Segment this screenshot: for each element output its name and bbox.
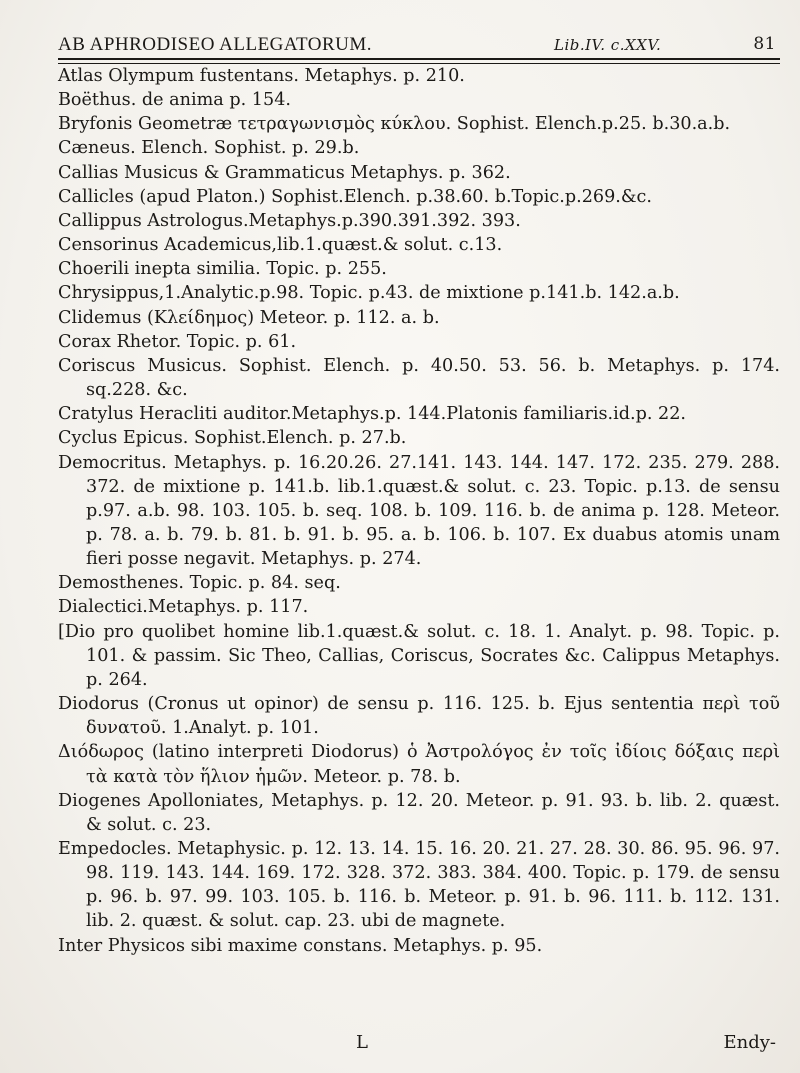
header-rule xyxy=(58,58,780,60)
index-entry: Coriscus Musicus. Sophist. Elench. p. 40.50. 53. 56. b. Metaphys. p. 174. sq.228. &c. xyxy=(58,355,780,401)
index-entry: Demosthenes. Topic. p. 84. seq. xyxy=(58,573,341,594)
index-entry: Dialectici.Metaphys. p. 117. xyxy=(58,597,309,618)
index-entry: [Dio pro quolibet homine lib.1.quæst.& solut. c. 18. 1. Analyt. p. 98. Topic. p. 101. & passim. Sic Theo, Callias, Coriscus, Socrates &c. Calippus Metaphys. p. 264. xyxy=(58,621,780,690)
index-entry: Bryfonis Geometræ τετραγωνισμὸς κύκλου. Sophist. Elench.p.25. b.30.a.b. xyxy=(58,114,731,135)
running-head-book-chapter: Lib.IV. c.XXV. xyxy=(554,36,662,54)
index-entry: Censorinus Academicus,lib.1.quæst.& solut. c.13. xyxy=(58,235,503,256)
index-entry: Diodorus (Cronus ut opinor) de sensu p. 116. 125. b. Ejus sententia περὶ τοῦ δυνατοῦ. 1.Analyt. p. 101. xyxy=(58,694,780,739)
index-entry: Diogenes Apolloniates, Metaphys. p. 12. 20. Meteor. p. 91. 93. b. lib. 2. quæst. & solut. c. 23. xyxy=(58,790,780,835)
index-entry: Διόδωρος (latino interpreti Diodorus) ὁ Ἀστρολόγος ἐν τοῖς ἰδίοις δόξαις περὶ τὰ κατὰ τὸν ἥλιον ἡμῶν. Meteor. p. 78. b. xyxy=(58,742,780,787)
index-entry: Corax Rhetor. Topic. p. 61. xyxy=(58,331,297,352)
page-footer xyxy=(58,1032,780,1058)
index-entry: Cyclus Epicus. Sophist.Elench. p. 27.b. xyxy=(58,428,407,449)
running-head xyxy=(58,30,778,56)
index-entry: Atlas Olympum fustentans. Metaphys. p. 210. xyxy=(58,66,465,86)
index-entry: Inter Physicos sibi maxime constans. Metaphys. p. 95. xyxy=(58,935,543,956)
index-entry: Democritus. Metaphys. p. 16.20.26. 27.141. 143. 144. 147. 172. 235. 279. 288. 372. de mixtione p. 141.b. lib.1.quæst.& solut. c. 23. Topic. p.13. de sensu p.97. a.b. 98. 103. 105. b. seq. 108. b. 109. 116. b. de anima p. 128. Meteor. p. 78. a. b. 79. b. 81. b. 91. b. 95. a. b. 106. b. 107. Ex duabus atomis unam fieri posse negavit. Metaphys. p. 274. xyxy=(58,452,780,570)
index-entry: Cratylus Heracliti auditor.Metaphys.p. 144.Platonis familiaris.id.p. 22. xyxy=(58,404,687,425)
index-entry: Chrysippus,1.Analytic.p.98. Topic. p.43. de mixtione p.141.b. 142.a.b. xyxy=(58,283,680,304)
index-entry: Cæneus. Elench. Sophist. p. 29.b. xyxy=(58,138,360,159)
index-entries xyxy=(58,64,780,958)
index-entry: Clidemus (Κλείδημος) Meteor. p. 112. a. b. xyxy=(58,307,440,328)
index-entry: Callias Musicus & Grammaticus Metaphys. p. 362. xyxy=(58,162,511,183)
index-entry: Boëthus. de anima p. 154. xyxy=(58,90,291,111)
index-entry: Empedocles. Metaphysic. p. 12. 13. 14. 15. 16. 20. 21. 27. 28. 30. 86. 95. 96. 97. 98. 119. 143. 144. 169. 172. 328. 372. 383. 384. 400. Topic. p. 179. de sensu p. 96. b. 97. 99. 103. 105. b. 116. b. Meteor. p. 91. b. 96. 111. b. 112. 131. lib. 2. quæst. & solut. cap. 23. ubi de magnete. xyxy=(58,839,780,932)
index-entry: Callippus Astrologus.Metaphys.p.390.391.392. 393. xyxy=(58,210,521,231)
index-entry: Callicles (apud Platon.) Sophist.Elench. p.38.60. b.Topic.p.269.&c. xyxy=(58,186,652,207)
running-head-title: AB APHRODISEO ALLEGATORUM. xyxy=(58,34,373,55)
index-entry: Choerili inepta similia. Topic. p. 255. xyxy=(58,259,387,280)
signature-mark: L xyxy=(356,1032,368,1053)
catchword: Endy- xyxy=(723,1032,776,1053)
page-number: 81 xyxy=(753,34,776,54)
